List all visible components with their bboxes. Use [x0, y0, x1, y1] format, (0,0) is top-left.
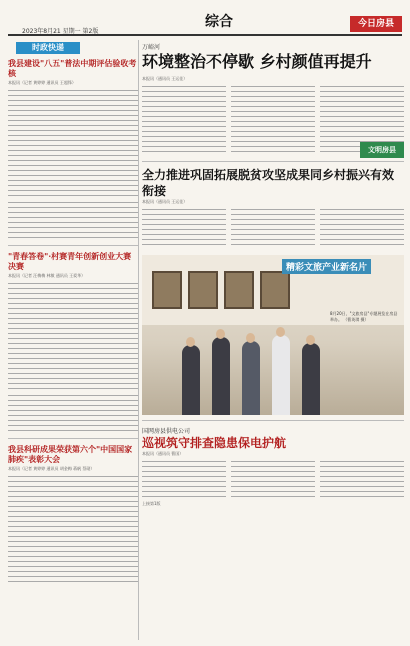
right-column — [142, 40, 404, 640]
mid-headline: 全力推进巩固拓展脱贫攻坚成果同乡村振兴有效衔接 — [142, 168, 395, 198]
mid-body — [142, 207, 404, 249]
article-2-title: "青春答卷"·村赛青年创新创业大赛决赛 — [8, 251, 132, 271]
mid-byline: 本报讯（通讯员 王运佳） — [142, 199, 188, 204]
article-1-body-more — [8, 200, 138, 240]
mid-body-col-3 — [320, 207, 404, 247]
main-body-col-1 — [142, 84, 226, 154]
photo-head — [306, 335, 315, 345]
photo-person — [302, 343, 320, 415]
photo-frame — [224, 271, 254, 309]
photo-head — [276, 327, 285, 337]
continued-byline: 上接第1版 — [142, 501, 161, 506]
photo-head — [216, 329, 225, 339]
divider — [142, 161, 404, 162]
article-1-body — [8, 88, 138, 198]
section-title: 综合 — [205, 14, 233, 30]
bottom-headline: 巡视筑守排查隐患保电护航 — [142, 436, 287, 450]
bottom-body-col-2 — [231, 459, 315, 499]
photo-person — [212, 337, 230, 415]
photo-person — [272, 335, 290, 415]
article-1-byline: 本报讯（记者 黄婷婷 通讯员 王超锋） — [8, 80, 76, 85]
divider — [8, 438, 138, 439]
article-2 — [8, 251, 138, 433]
article-2-body-more — [8, 393, 138, 433]
bottom-kicker: 国网房县供电公司 — [142, 428, 191, 435]
left-column — [8, 40, 139, 640]
photo-head — [186, 337, 195, 347]
bottom-body-col-3 — [320, 459, 404, 499]
main-kicker: 万峪河 — [142, 44, 161, 51]
article-1 — [8, 58, 138, 240]
bottom-body-col-1 — [142, 459, 226, 499]
issue-date: 2023年8月21 星期一 第2版 — [22, 28, 99, 35]
bottom-body — [142, 459, 404, 501]
bottom-byline: 本报讯（通讯员 曹国） — [142, 451, 184, 456]
photo-frame — [152, 271, 182, 309]
divider — [142, 420, 404, 421]
main-headline: 环境整治不停歇 乡村颜值再提升 — [142, 52, 372, 71]
article-3 — [8, 444, 138, 584]
newspaper-logo: 今日房县 — [350, 16, 402, 32]
main-byline: 本报讯（通讯员 王运佳） — [142, 76, 188, 81]
divider — [8, 245, 138, 246]
masthead — [8, 6, 402, 36]
photo-title: 精彩文旅产业新名片 — [282, 259, 371, 274]
article-3-byline: 本报讯（记者 黄婷婷 通讯员 胡金梅 蒋帆 蔡勋） — [8, 466, 95, 471]
article-2-body — [8, 281, 138, 391]
photo-frame — [188, 271, 218, 309]
photo-caption — [330, 311, 400, 323]
side-logo: 文明房县 — [360, 142, 404, 158]
photo-person — [182, 345, 200, 415]
news-photo — [142, 255, 404, 415]
mid-body-col-1 — [142, 207, 226, 247]
photo-person — [242, 341, 260, 415]
mid-body-col-2 — [231, 207, 315, 247]
photo-caption-text: 8月20日，"文旅房县"专题展览在房县举办。 — [330, 311, 398, 322]
article-1-title: 我县建设"八五"普法中期评估验收考核 — [8, 58, 137, 78]
photo-head — [246, 333, 255, 343]
article-3-title: 我县科研成果荣获第六个"中国国家肺疾"表彰大会 — [8, 444, 133, 464]
article-3-body — [8, 474, 138, 584]
news-banner: 时政快递 — [16, 42, 80, 54]
photo-frame — [260, 271, 290, 309]
photo-credit: （曹英琪 摄） — [343, 317, 369, 322]
article-2-byline: 本报讯（记者 汪梅梅 林敏 通讯员 王爱华） — [8, 273, 86, 278]
main-body-col-2 — [231, 84, 315, 154]
